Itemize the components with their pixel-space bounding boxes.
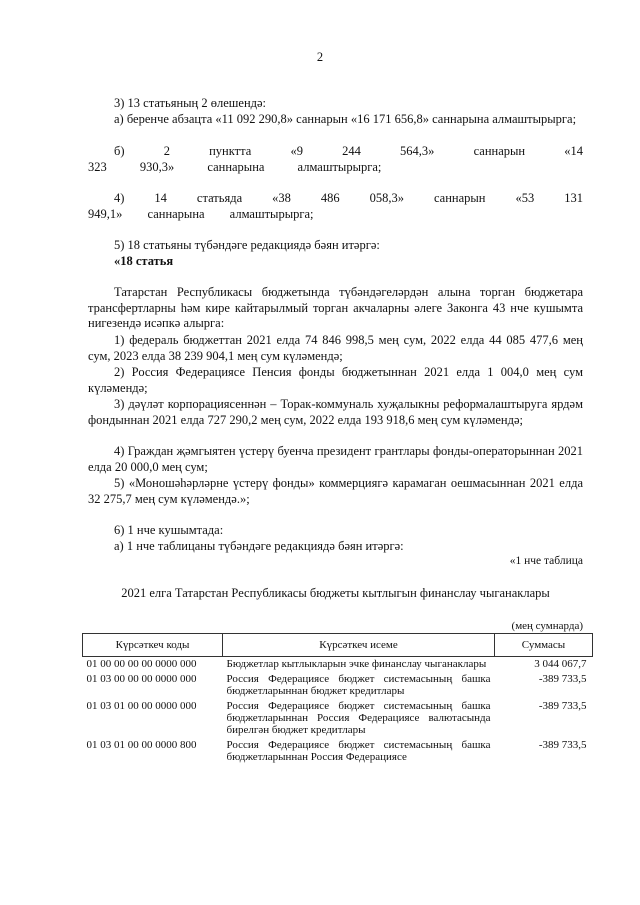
unit-label: (мең сумнарда) (511, 620, 583, 632)
row-sum: -389 733,5 (538, 673, 587, 685)
header-name: Күрсәткеч исеме (223, 634, 495, 657)
sub-item-5: 5) «Моношәһәрләрне үстерү фонды» коммерциягә карамаган оешмасыннан 2021 елда 32 275,7 мең сум күләмендә.»; (88, 476, 583, 506)
item-4-text: 4) 14 статьяда «38 486 058,3» саннарын «53 131 949,1» саннарына алмаштырырга; (88, 191, 583, 221)
row-code: 01 03 01 00 00 0000 000 (86, 700, 197, 712)
financing-sources-table (82, 633, 593, 765)
item-3: 3) 13 статьяның 2 өлешендә: (114, 96, 267, 110)
sub-item-3: 3) дәүләт корпорациясеннән – Торак-коммуналь хуҗалыкны реформалаштыруга ярдәм фондыннан 2021 елда 727 290,2 мең сум, 2022 елда 193 918,6 мең сум күләмендә; (88, 397, 583, 427)
item-6: 6) 1 нче кушымтада: (114, 523, 224, 537)
row-name: Россия Федерациясе бюджет системасының башка бюджетларыннан бюджет кредитлары (226, 673, 491, 697)
table-header-row (83, 634, 593, 657)
row-name: Россия Федерациясе бюджет системасының башка бюджетларыннан Россия Федерациясе (226, 739, 491, 763)
sub-item-4: 4) Граждан җәмгыятен үстерү буенча президент грантлары фонды-операторыннан 2021 елда 20 000,0 мең сум; (88, 444, 583, 474)
table-row (83, 699, 593, 738)
item-3b (88, 144, 583, 175)
table-title: 2021 елга Татарстан Республикасы бюджеты кытлыгын финанслау чыганаклары (121, 586, 550, 600)
table-reference: «1 нче таблица (509, 555, 583, 567)
item-4 (88, 191, 583, 222)
row-code: 01 03 00 00 00 0000 000 (86, 673, 197, 685)
row-sum: -389 733,5 (538, 700, 587, 712)
row-sum: -389 733,5 (538, 739, 587, 751)
item-3a (88, 112, 583, 128)
row-sum: 3 044 067,7 (534, 658, 587, 670)
article-heading: «18 статья (114, 254, 174, 268)
row-code: 01 03 01 00 00 0000 800 (86, 739, 197, 751)
table-row (83, 657, 593, 673)
table-row (83, 672, 593, 699)
item-3b-text: б) 2 пунктта «9 244 564,3» саннарын «14 323 930,3» саннарына алмаштырырга; (88, 144, 583, 174)
row-code: 01 00 00 00 00 0000 000 (86, 658, 197, 670)
row-name: Бюджетлар кытлыкларын эчке финанслау чыганаклары (226, 658, 487, 670)
row-name: Россия Федерациясе бюджет системасының башка бюджетларыннан Россия Федерациясе валютасында бирелгән бюджет кредитлары (226, 700, 491, 736)
item-5: 5) 18 статьяны түбәндәге редакциядә бәян итәргә: (114, 238, 380, 252)
sub-item-2: 2) Россия Федерациясе Пенсия фонды бюджетыннан 2021 елда 1 004,0 мең сум күләмендә; (88, 365, 583, 395)
item-6a: а) 1 нче таблицаны түбәндәге редакциядә бәян итәргә: (114, 539, 404, 553)
page-number: 2 (316, 50, 324, 64)
table-row (83, 738, 593, 765)
sub-item-1: 1) федераль бюджеттан 2021 елда 74 846 998,5 мең сум, 2022 елда 44 085 477,6 мең сум, 2023 елда 38 239 904,1 мең сум күләмендә; (88, 333, 583, 363)
header-code: Күрсәткеч коды (83, 634, 223, 657)
item-3a-text: а) беренче абзацта «11 092 290,8» саннарын «16 171 656,8» саннарына алмаштырырга; (114, 112, 577, 126)
article-paragraph: Татарстан Республикасы бюджетында түбәндәгеләрдән алына торган бюджетара трансфертларны һәм кире кайтарылмый торган акчаларны әлеге Законга 43 нче кушымта нигезендә исәпкә алырга: (88, 285, 583, 330)
header-sum: Суммасы (495, 634, 593, 657)
